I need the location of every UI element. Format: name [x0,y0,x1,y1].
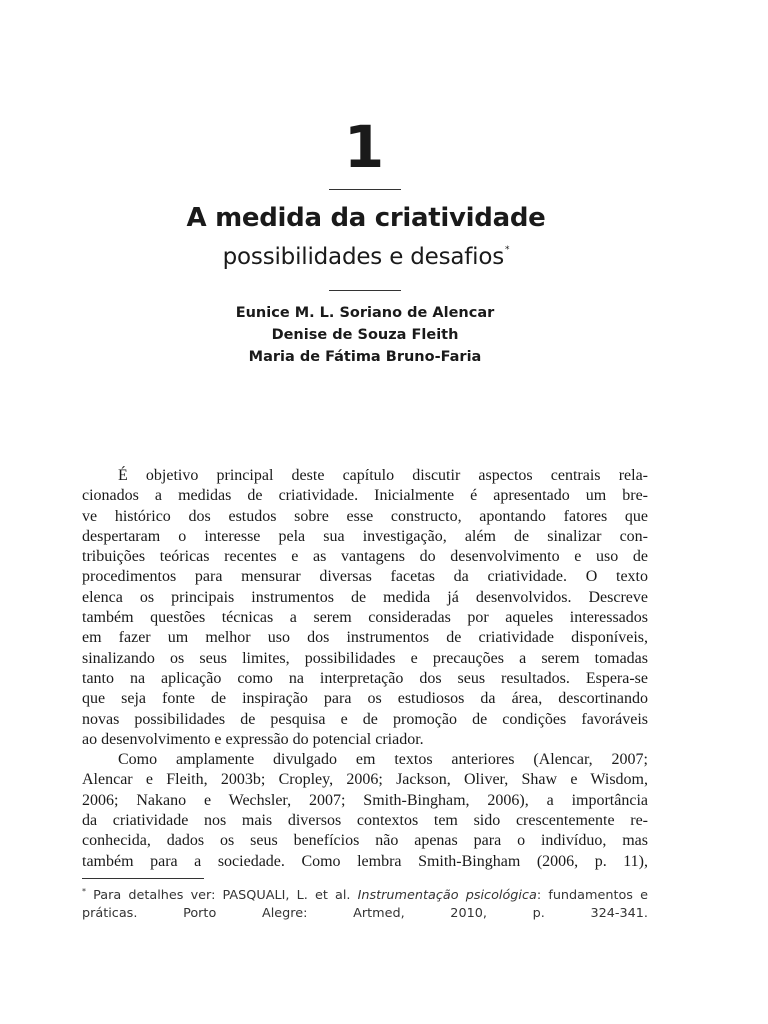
footnote-marker: * [82,887,86,896]
body-text [82,466,648,872]
text-line: despertaram o interesse pela sua investigação, além de sinalizar con- [82,527,648,545]
footnote-prefix: Para detalhes ver: PASQUALI, L. et al. [93,888,358,903]
text-line: ao desenvolvimento e expressão do potencial criador. [82,730,424,748]
text-line: cionados a medidas de criatividade. Inicialmente é apresentado um bre- [82,487,648,505]
text-line: É objetivo principal deste capítulo discutir aspectos centrais rela- [118,467,648,484]
footnote-book-title: Instrumentação psicológica [357,888,537,903]
subtitle-text: possibilidades e desafios [222,244,505,270]
footnote-line [82,883,648,905]
footnote-divider [82,878,204,879]
text-line: da criatividade nos mais diversos contextos tem sido crescentemente re- [82,812,648,830]
text-line: tanto na aplicação como na interpretação dos seus resultados. Espera-se [82,669,648,687]
title-divider-bottom [329,290,401,291]
chapter-number: 1 [343,113,385,181]
text-line: conhecida, dados os seus benefícios não apenas para o indivíduo, mas [82,832,648,850]
author-name: Maria de Fátima Bruno-Faria [248,349,482,365]
text-line: Como amplamente divulgado em textos anteriores (Alencar, 2007; [118,751,648,769]
text-line: procedimentos para mensurar diversas facetas da criatividade. O texto [82,568,648,586]
text-line: também para a sociedade. Como lembra Smith-Bingham (2006, p. 11), [82,852,648,870]
title-divider-top [329,189,401,190]
footnote-line: práticas. Porto Alegre: Artmed, 2010, p. 324-341. [82,906,648,921]
text-line: que seja fonte de inspiração para os estudiosos da área, descortinando [82,690,648,708]
text-line: em fazer um melhor uso dos instrumentos de criatividade disponíveis, [82,629,648,647]
chapter-title: A medida da criatividade [186,203,546,233]
text-line: também questões técnicas a serem consideradas por aqueles interessados [82,609,648,627]
footnote-suffix: : fundamentos e [536,888,648,903]
footnote [82,883,648,923]
subtitle-footnote-marker: * [505,245,510,255]
text-line: Alencar e Fleith, 2003b; Cropley, 2006; Jackson, Oliver, Shaw e Wisdom, [82,771,648,789]
text-line: elenca os principais instrumentos de medida já desenvolvidos. Descreve [82,588,648,606]
text-line: novas possibilidades de pesquisa e de promoção de condições favoráveis [82,710,648,728]
text-line: tribuições teóricas recentes e as vantagens do desenvolvimento e uso de [82,548,648,566]
text-line: ve histórico dos estudos sobre esse constructo, apontando fatores que [82,507,648,525]
chapter-subtitle [0,244,732,270]
author-list [0,302,730,368]
paragraph-intro [82,750,648,872]
text-line: sinalizando os seus limites, possibilidades e precauções a serem tomadas [82,649,648,667]
author-name: Denise de Souza Fleith [271,327,459,343]
text-line: 2006; Nakano e Wechsler, 2007; Smith-Bingham, 2006), a importância [82,791,648,809]
author-name: Eunice M. L. Soriano de Alencar [235,305,495,321]
paragraph-abstract [82,466,648,750]
